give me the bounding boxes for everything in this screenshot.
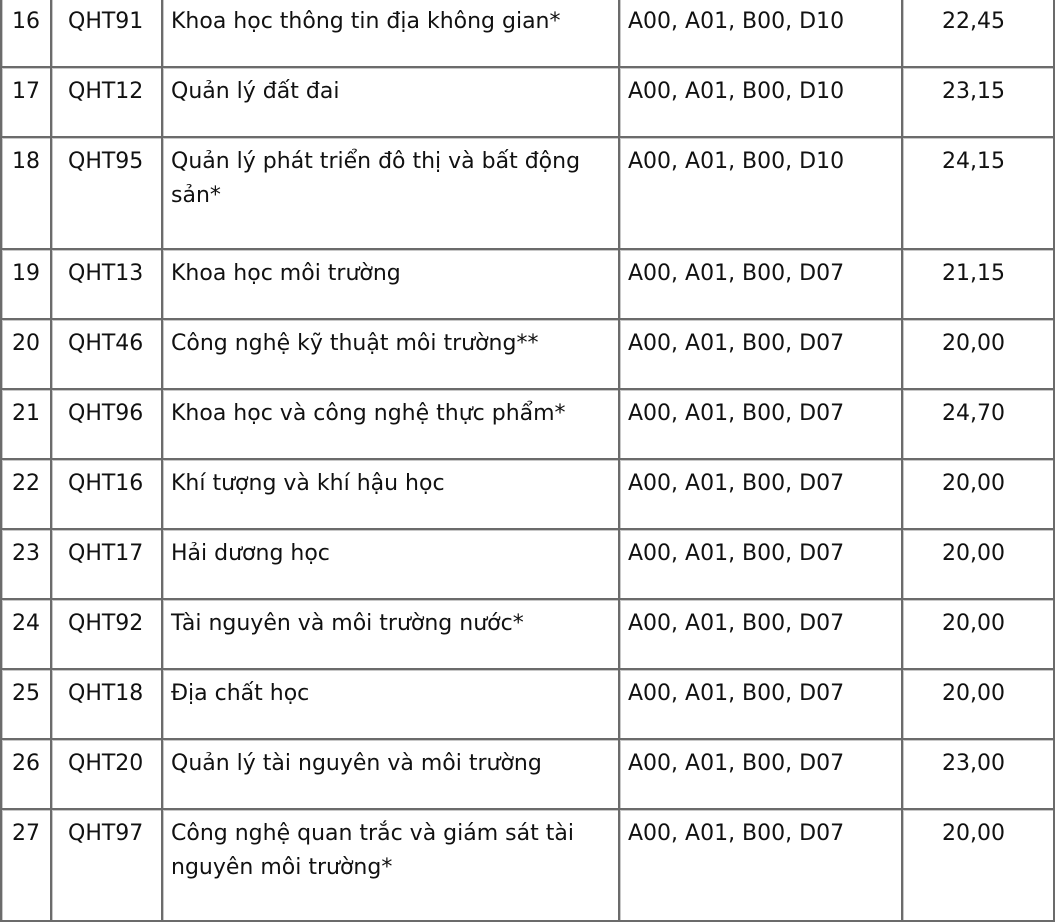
major-name-cell: Quản lý tài nguyên và môi trường — [161, 738, 618, 808]
table-row — [0, 388, 1055, 458]
major-code-cell: QHT96 — [50, 388, 161, 458]
major-name-cell: Hải dương học — [161, 528, 618, 598]
major-code-cell: QHT13 — [50, 248, 161, 318]
major-code-cell: QHT95 — [50, 136, 161, 248]
cutoff-score-cell: 20,00 — [901, 808, 1055, 922]
row-number-cell: 23 — [0, 528, 50, 598]
subject-combinations-cell: A00, A01, B00, D07 — [618, 458, 901, 528]
table-row — [0, 458, 1055, 528]
major-name-cell: Tài nguyên và môi trường nước* — [161, 598, 618, 668]
row-number-cell: 20 — [0, 318, 50, 388]
subject-combinations-cell: A00, A01, B00, D10 — [618, 136, 901, 248]
row-number-cell: 17 — [0, 66, 50, 136]
table-row — [0, 248, 1055, 318]
major-name-cell: Quản lý phát triển đô thị và bất động sản* — [161, 136, 618, 248]
row-number-cell: 26 — [0, 738, 50, 808]
row-number-cell: 16 — [0, 0, 50, 66]
table-row — [0, 66, 1055, 136]
major-name-cell: Địa chất học — [161, 668, 618, 738]
row-number-cell: 18 — [0, 136, 50, 248]
major-name-cell: Khoa học thông tin địa không gian* — [161, 0, 618, 66]
major-name-cell: Công nghệ quan trắc và giám sát tài nguyên môi trường* — [161, 808, 618, 922]
major-code-cell: QHT91 — [50, 0, 161, 66]
table-row — [0, 318, 1055, 388]
major-code-cell: QHT12 — [50, 66, 161, 136]
subject-combinations-cell: A00, A01, B00, D07 — [618, 528, 901, 598]
major-code-cell: QHT17 — [50, 528, 161, 598]
row-number-cell: 21 — [0, 388, 50, 458]
cutoff-score-cell: 20,00 — [901, 318, 1055, 388]
major-code-cell: QHT97 — [50, 808, 161, 922]
major-name-cell: Công nghệ kỹ thuật môi trường** — [161, 318, 618, 388]
row-number-cell: 19 — [0, 248, 50, 318]
row-number-cell: 27 — [0, 808, 50, 922]
major-code-cell: QHT92 — [50, 598, 161, 668]
subject-combinations-cell: A00, A01, B00, D07 — [618, 808, 901, 922]
cutoff-score-cell: 24,70 — [901, 388, 1055, 458]
cutoff-score-cell: 20,00 — [901, 598, 1055, 668]
cutoff-score-cell: 20,00 — [901, 668, 1055, 738]
cutoff-score-cell: 24,15 — [901, 136, 1055, 248]
subject-combinations-cell: A00, A01, B00, D10 — [618, 66, 901, 136]
subject-combinations-cell: A00, A01, B00, D07 — [618, 388, 901, 458]
cutoff-score-cell: 22,45 — [901, 0, 1055, 66]
table-row — [0, 668, 1055, 738]
table-row — [0, 0, 1055, 66]
cutoff-score-cell: 20,00 — [901, 528, 1055, 598]
subject-combinations-cell: A00, A01, B00, D07 — [618, 668, 901, 738]
row-number-cell: 24 — [0, 598, 50, 668]
major-code-cell: QHT46 — [50, 318, 161, 388]
table-row — [0, 528, 1055, 598]
subject-combinations-cell: A00, A01, B00, D07 — [618, 738, 901, 808]
major-name-cell: Khí tượng và khí hậu học — [161, 458, 618, 528]
cutoff-score-cell: 21,15 — [901, 248, 1055, 318]
major-code-cell: QHT20 — [50, 738, 161, 808]
subject-combinations-cell: A00, A01, B00, D10 — [618, 0, 901, 66]
table-row — [0, 598, 1055, 668]
table-row — [0, 808, 1055, 922]
row-number-cell: 22 — [0, 458, 50, 528]
subject-combinations-cell: A00, A01, B00, D07 — [618, 318, 901, 388]
major-name-cell: Quản lý đất đai — [161, 66, 618, 136]
subject-combinations-cell: A00, A01, B00, D07 — [618, 248, 901, 318]
subject-combinations-cell: A00, A01, B00, D07 — [618, 598, 901, 668]
table-row — [0, 738, 1055, 808]
major-name-cell: Khoa học môi trường — [161, 248, 618, 318]
cutoff-score-cell: 23,15 — [901, 66, 1055, 136]
cutoff-score-cell: 20,00 — [901, 458, 1055, 528]
row-number-cell: 25 — [0, 668, 50, 738]
table-row — [0, 136, 1055, 248]
major-code-cell: QHT18 — [50, 668, 161, 738]
major-code-cell: QHT16 — [50, 458, 161, 528]
major-name-cell: Khoa học và công nghệ thực phẩm* — [161, 388, 618, 458]
cutoff-score-cell: 23,00 — [901, 738, 1055, 808]
